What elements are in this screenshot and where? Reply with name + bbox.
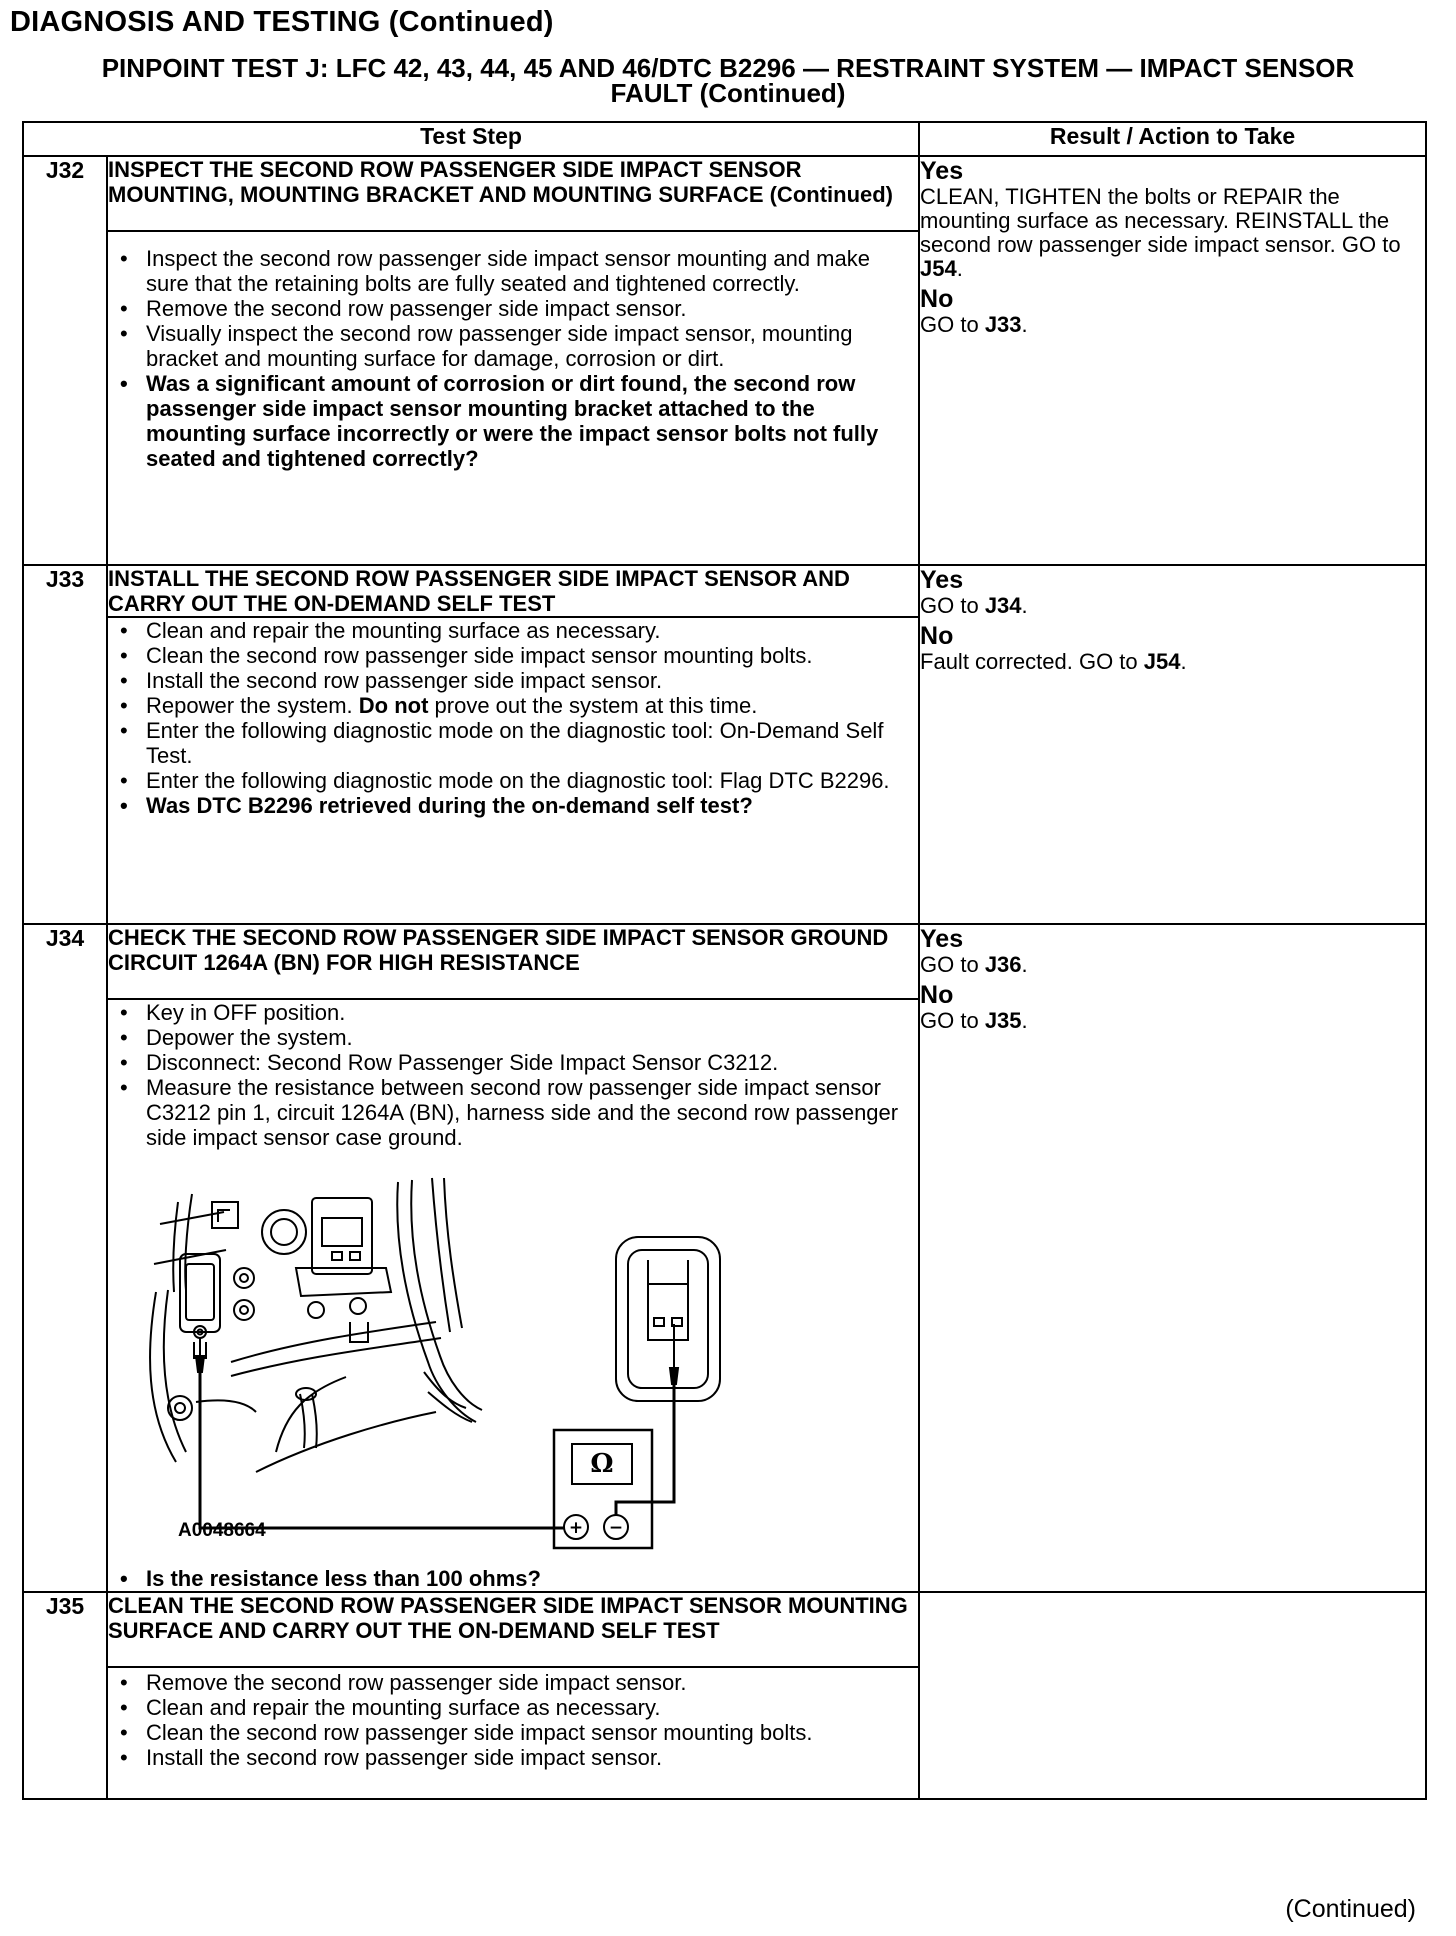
pinpoint-test-title (22, 53, 1434, 108)
figure-code: A0048664 (178, 1520, 266, 1541)
list-item: • Clean the second row passenger side impact sensor mounting bolts. (108, 1720, 918, 1745)
ohm-symbol: Ω (590, 1449, 614, 1479)
step-question: • Was a significant amount of corrosion or dirt found, the second row passenger side impact sensor mounting bracket attached to the mounting surface incorrectly or were the impact sensor bolts not fully seated and tightened correctly? (108, 371, 918, 471)
page-title: DIAGNOSIS AND TESTING (Continued) (10, 6, 554, 38)
list-item: • Key in OFF position. (108, 1000, 918, 1025)
step-row-j35 (23, 1592, 1426, 1667)
list-item: • Clean and repair the mounting surface as necessary. (108, 618, 918, 643)
no-label: No (920, 622, 954, 650)
step-result-j33 (919, 565, 1426, 924)
list-item: • Inspect the second row passenger side impact sensor mounting and make sure that the retaining bolts are fully seated and tightened correctly. (108, 246, 918, 296)
step-result-j35 (919, 1592, 1426, 1799)
no-action: GO to J33. (920, 312, 1028, 337)
list-item: • Enter the following diagnostic mode on the diagnostic tool: Flag DTC B2296. (108, 768, 918, 793)
list-item: • Install the second row passenger side impact sensor. (108, 1745, 918, 1770)
yes-label: Yes (920, 566, 964, 594)
continued-footer: (Continued) (1285, 1895, 1416, 1923)
list-item: • Visually inspect the second row passenger side impact sensor, mounting bracket and mounting surface for damage, corrosion or dirt. (108, 321, 918, 371)
step-bullets-j33 (108, 618, 918, 818)
step-title-j34: CHECK THE SECOND ROW PASSENGER SIDE IMPACT SENSOR GROUND CIRCUIT 1264A (BN) FOR HIGH RESISTANCE (107, 924, 919, 999)
yes-label: Yes (920, 925, 964, 953)
step-row-j32 (23, 156, 1426, 231)
goto-link-j54[interactable]: J54 (1143, 649, 1181, 674)
step-result-j32 (919, 156, 1426, 565)
list-item: • Enter the following diagnostic mode on the diagnostic tool: On-Demand Self Test. (108, 718, 918, 768)
step-question-list-j34 (108, 1566, 918, 1591)
step-body-j32 (107, 231, 919, 565)
yes-action: CLEAN, TIGHTEN the bolts or REPAIR the mounting surface as necessary. REINSTALL the second row passenger side impact sensor. GO to J54. (920, 184, 1401, 281)
step-bullets-j32 (108, 246, 918, 471)
step-title-j32: INSPECT THE SECOND ROW PASSENGER SIDE IMPACT SENSOR MOUNTING, MOUNTING BRACKET AND MOUNTING SURFACE (Continued) (107, 156, 919, 231)
no-action: GO to J35. (920, 1008, 1028, 1033)
step-row-j34 (23, 924, 1426, 999)
result-header: Result / Action to Take (919, 122, 1426, 156)
list-item: • Repower the system. Do not prove out the system at this time. (108, 693, 918, 718)
step-title-j33: INSTALL THE SECOND ROW PASSENGER SIDE IMPACT SENSOR AND CARRY OUT THE ON-DEMAND SELF TEST (107, 565, 919, 617)
step-id-j34: J34 (23, 924, 107, 1592)
pinpoint-test-title-line2: FAULT (Continued) (610, 78, 846, 108)
no-label: No (920, 981, 954, 1009)
resistance-measurement-illustration (136, 1172, 756, 1552)
sensor-wiring-diagram (136, 1172, 756, 1552)
step-question: • Is the resistance less than 100 ohms? (108, 1566, 918, 1591)
step-bullets-j35 (108, 1670, 918, 1770)
list-item: • Remove the second row passenger side impact sensor. (108, 1670, 918, 1695)
step-body-j35 (107, 1667, 919, 1799)
step-body-j33 (107, 617, 919, 924)
step-row-j33 (23, 565, 1426, 617)
step-bullets-j34 (108, 1000, 918, 1150)
yes-label: Yes (920, 157, 964, 185)
meter-minus-terminal: − (608, 1518, 624, 1538)
yes-action: GO to J34. (920, 593, 1028, 618)
list-item: • Clean and repair the mounting surface as necessary. (108, 1695, 918, 1720)
step-result-j34 (919, 924, 1426, 1592)
step-body-j34 (107, 999, 919, 1592)
step-id-j32: J32 (23, 156, 107, 565)
meter-plus-terminal: + (568, 1518, 584, 1538)
list-item: • Remove the second row passenger side impact sensor. (108, 296, 918, 321)
goto-link-j54[interactable]: J54 (920, 256, 957, 281)
step-id-j35: J35 (23, 1592, 107, 1799)
pinpoint-test-title-line1: PINPOINT TEST J: LFC 42, 43, 44, 45 AND 46/DTC B2296 — RESTRAINT SYSTEM — IMPACT SENSOR (101, 53, 1355, 83)
step-id-j33: J33 (23, 565, 107, 924)
step-title-j35: CLEAN THE SECOND ROW PASSENGER SIDE IMPACT SENSOR MOUNTING SURFACE AND CARRY OUT THE ON-DEMAND SELF TEST (107, 1592, 919, 1667)
pinpoint-test-table (22, 121, 1427, 1800)
goto-link-j36[interactable]: J36 (984, 952, 1022, 977)
goto-link-j33[interactable]: J33 (984, 312, 1022, 337)
no-action: Fault corrected. GO to J54. (920, 649, 1187, 674)
list-item: • Install the second row passenger side impact sensor. (108, 668, 918, 693)
goto-link-j35[interactable]: J35 (984, 1008, 1022, 1033)
goto-link-j34[interactable]: J34 (984, 593, 1022, 618)
list-item: • Disconnect: Second Row Passenger Side Impact Sensor C3212. (108, 1050, 918, 1075)
table-header-row (23, 122, 1426, 156)
test-step-header: Test Step (23, 122, 919, 156)
yes-action: GO to J36. (920, 952, 1028, 977)
no-label: No (920, 285, 954, 313)
list-item: • Measure the resistance between second row passenger side impact sensor C3212 pin 1, circuit 1264A (BN), harness side and the second row passenger side impact sensor case ground. (108, 1075, 918, 1150)
list-item: • Depower the system. (108, 1025, 918, 1050)
step-question: • Was DTC B2296 retrieved during the on-demand self test? (108, 793, 918, 818)
list-item: • Clean the second row passenger side impact sensor mounting bolts. (108, 643, 918, 668)
